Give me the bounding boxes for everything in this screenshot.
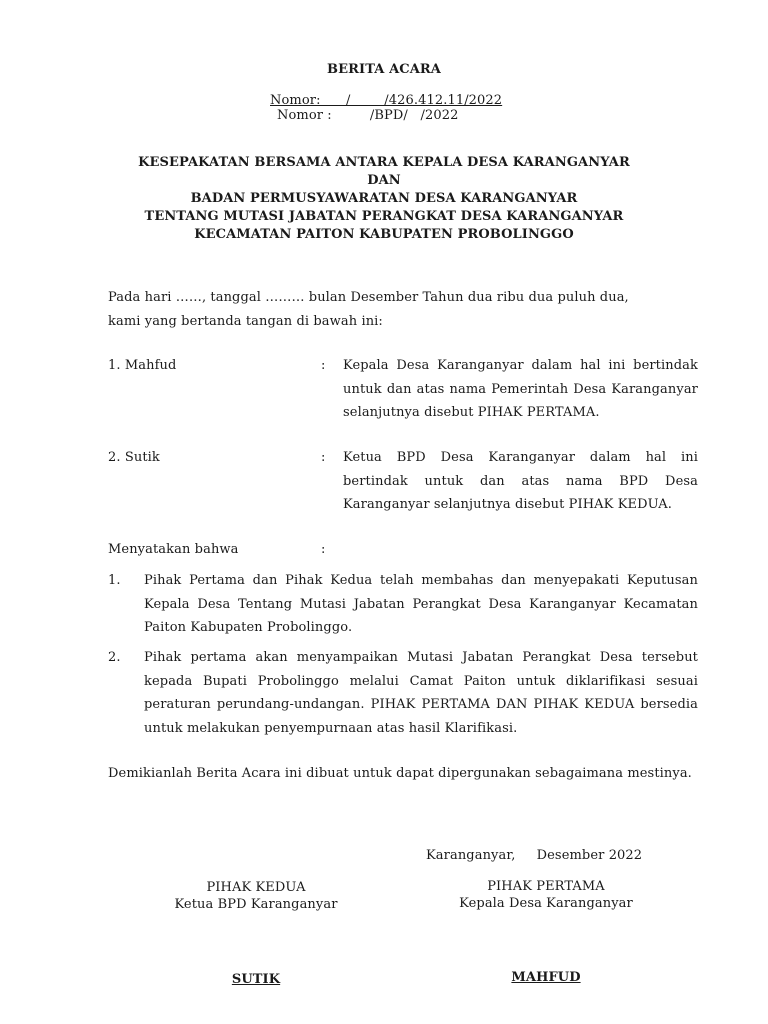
signature-role: PIHAK KEDUA: [206, 880, 306, 895]
signature-position: Kepala Desa Karanganyar: [459, 896, 633, 911]
statement-label: Menyatakan bahwa: [108, 542, 239, 557]
party-description: Kepala Desa Karanganyar dalam hal ini bertindak untuk dan atas nama Pemerintah Desa Karanganyar selanjutnya disebut PIHAK PERTAMA.: [343, 358, 698, 420]
intro-paragraph: [108, 286, 696, 334]
party-description: Ketua BPD Desa Karanganyar dalam hal ini bertindak untuk dan atas nama BPD Desa Karanganyar selanjutnya disebut PIHAK KEDUA.: [343, 450, 698, 512]
point-text: Pihak pertama akan menyampaikan Mutasi Jabatan Perangkat Desa tersebut kepada Bupati Probolinggo melalui Camat Paiton untuk diklarifikasi sesuai peraturan perundang-undangan. PIHAK PERTAMA DAN PIHAK KEDUA bersedia untuk melakukan penyempurnaan atas hasil Klarifikasi.: [144, 650, 698, 736]
agreement-heading: [0, 154, 768, 244]
statement-colon: :: [321, 542, 326, 557]
intro-line-2: kami yang bertanda tangan di bawah ini:: [108, 314, 383, 329]
intro-line-1: Pada hari ……, tanggal ……… bulan Desember Tahun dua ribu dua puluh dua,: [108, 290, 629, 305]
party-colon: :: [321, 358, 326, 373]
signature-role: PIHAK PERTAMA: [487, 879, 605, 894]
heading-line-2: DAN: [367, 173, 401, 188]
heading-line-1: KESEPAKATAN BERSAMA ANTARA KEPALA DESA KARANGANYAR: [138, 155, 630, 170]
heading-line-5: KECAMATAN PAITON KABUPATEN PROBOLINGGO: [194, 227, 574, 242]
document-number-bpd: Nomor : /BPD/ /2022: [277, 108, 459, 123]
party-name: 2. Sutik: [108, 450, 160, 465]
signature-right: [426, 878, 666, 912]
signature-left: [136, 879, 376, 913]
point-number: 1.: [108, 573, 121, 588]
party-colon: :: [321, 450, 326, 465]
place-date: Karanganyar, Desember 2022: [426, 848, 643, 863]
heading-line-3: BADAN PERMUSYAWARATAN DESA KARANGANYAR: [190, 191, 578, 206]
signatory-name-right: MAHFUD: [511, 970, 581, 985]
heading-line-4: TENTANG MUTASI JABATAN PERANGKAT DESA KARANGANYAR: [144, 209, 624, 224]
closing-paragraph: Demikianlah Berita Acara ini dibuat untuk dapat dipergunakan sebagaimana mestinya.: [108, 766, 692, 781]
point-number: 2.: [108, 650, 121, 665]
party-name: 1. Mahfud: [108, 358, 177, 373]
signature-position: Ketua BPD Karanganyar: [174, 897, 338, 912]
document-number-village: Nomor: / /426.412.11/2022: [270, 93, 503, 108]
document-title: BERITA ACARA: [327, 62, 441, 77]
signatory-name-left: SUTIK: [231, 972, 281, 987]
point-text: Pihak Pertama dan Pihak Kedua telah membahas dan menyepakati Keputusan Kepala Desa Tentang Mutasi Jabatan Perangkat Desa Karanganyar Kecamatan Paiton Kabupaten Probolinggo.: [144, 573, 698, 635]
